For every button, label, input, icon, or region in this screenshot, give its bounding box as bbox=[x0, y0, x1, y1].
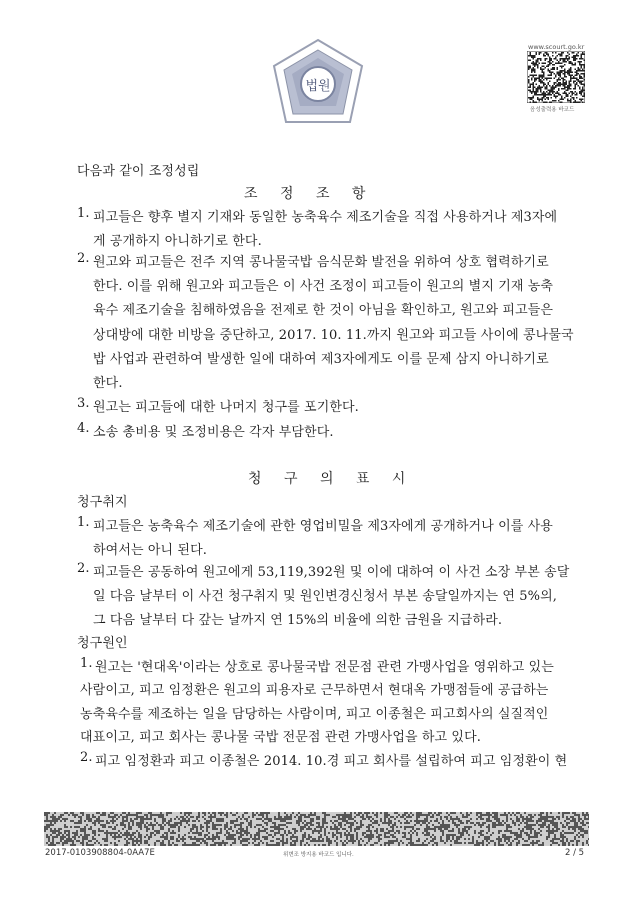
item-text-line: 그 다음 날부터 다 갚는 날까지 연 15%의 비율에 의한 금원을 지급하라. bbox=[93, 613, 503, 628]
emblem-text: 법원 bbox=[305, 79, 331, 94]
item-text-line: 피고들은 공동하여 원고에게 53,119,392원 및 이에 대하여 이 사건 소장 부본 송달 bbox=[93, 565, 570, 580]
item-text-line: 피고 임정환과 피고 이종철은 2014. 10.경 피고 회사를 설립하여 피고 임정환이 현 bbox=[95, 754, 568, 769]
item-text-line: 원고는 '현대옥'이라는 상호로 콩나물국밥 전문점 관련 가맹사업을 영위하고 있는 bbox=[95, 660, 554, 675]
anti-forgery-barcode bbox=[44, 812, 589, 846]
item-text-line: 육수 제조기술을 침해하였음을 전제로 한 것이 아님을 확인하고, 원고와 피고들은 bbox=[93, 303, 554, 319]
item-text-line: 밥 사업과 관련하여 발생한 일에 대하여 제3자에게도 이를 문제 삼지 아니하기로 bbox=[93, 351, 549, 367]
document-id: 2017-0103908804-0AA7E bbox=[45, 848, 155, 858]
anti-forgery-note: 위변조 방지용 바코드 입니다. bbox=[283, 852, 354, 858]
claim-cause-heading: 청구원인 bbox=[77, 636, 128, 651]
item-text-line: 게 공개하지 아니하기로 한다. bbox=[93, 234, 262, 250]
item-text-line: 소송 총비용 및 조정비용은 각자 부담한다. bbox=[93, 425, 334, 440]
item-text-line: 하여서는 아니 된다. bbox=[93, 543, 207, 558]
item-text-line: 사람이고, 피고 임정환은 원고의 피용자로 근무하면서 현대옥 가맹점들에 공급하는 bbox=[80, 683, 549, 699]
item-text-line: 대표이고, 피고 회사는 콩나물 국밥 전문점 관련 가맹사업을 하고 있다. bbox=[80, 729, 481, 745]
item-number: 2. bbox=[77, 561, 90, 576]
claim-purpose-heading: 청구취지 bbox=[77, 495, 128, 510]
section-title-claim: 청 구 의 표 시 bbox=[248, 471, 415, 487]
item-text-line: 상대방에 대한 비방을 중단하고, 2017. 10. 11.까지 원고와 피고들 사이에 콩나물국 bbox=[93, 327, 574, 343]
intro-line: 다음과 같이 조정성립 bbox=[77, 164, 200, 179]
item-text-line: 원고는 피고들에 대한 나머지 청구를 포기한다. bbox=[93, 400, 359, 415]
item-number: 3. bbox=[77, 396, 90, 411]
item-text-line: 피고들은 농축육수 제조기술에 관한 영업비밀을 제3자에게 공개하거나 이를 사용 bbox=[93, 519, 553, 534]
voice-output-barcode bbox=[527, 51, 585, 103]
item-text-line: 원고와 피고들은 전주 지역 콩나물국밥 음식문화 발전을 위하여 상호 협력하기로 bbox=[93, 255, 549, 270]
item-number: 4. bbox=[77, 421, 90, 436]
item-number: 1. bbox=[77, 515, 90, 530]
item-number: 2. bbox=[77, 251, 90, 266]
court-url: www.scourt.go.kr bbox=[528, 43, 585, 51]
section-title-adjustment: 조 정 조 항 bbox=[244, 186, 375, 202]
item-text-line: 한다. bbox=[93, 376, 123, 391]
item-text-line: 농축육수를 제조하는 일을 담당하는 사람이며, 피고 이종철은 피고회사의 실질적인 bbox=[80, 706, 549, 722]
item-text-line: 한다. 이를 위해 원고와 피고들은 이 사건 조정이 피고들이 원고의 별지 기재 농축 bbox=[93, 279, 554, 295]
item-number: 2. bbox=[80, 750, 93, 765]
court-emblem bbox=[268, 36, 368, 128]
item-number: 1. bbox=[77, 206, 90, 221]
barcode-label: 음성출력용 바코드 bbox=[530, 107, 575, 113]
page-number: 2 / 5 bbox=[565, 848, 585, 858]
item-number: 1. bbox=[80, 656, 93, 671]
item-text-line: 일 다음 날부터 이 사건 청구취지 및 원인변경신청서 부본 송달일까지는 연 5%의, bbox=[93, 589, 558, 604]
item-text-line: 피고들은 향후 별지 기재와 동일한 농축육수 제조기술을 직접 사용하거나 제3자에 bbox=[93, 210, 558, 225]
